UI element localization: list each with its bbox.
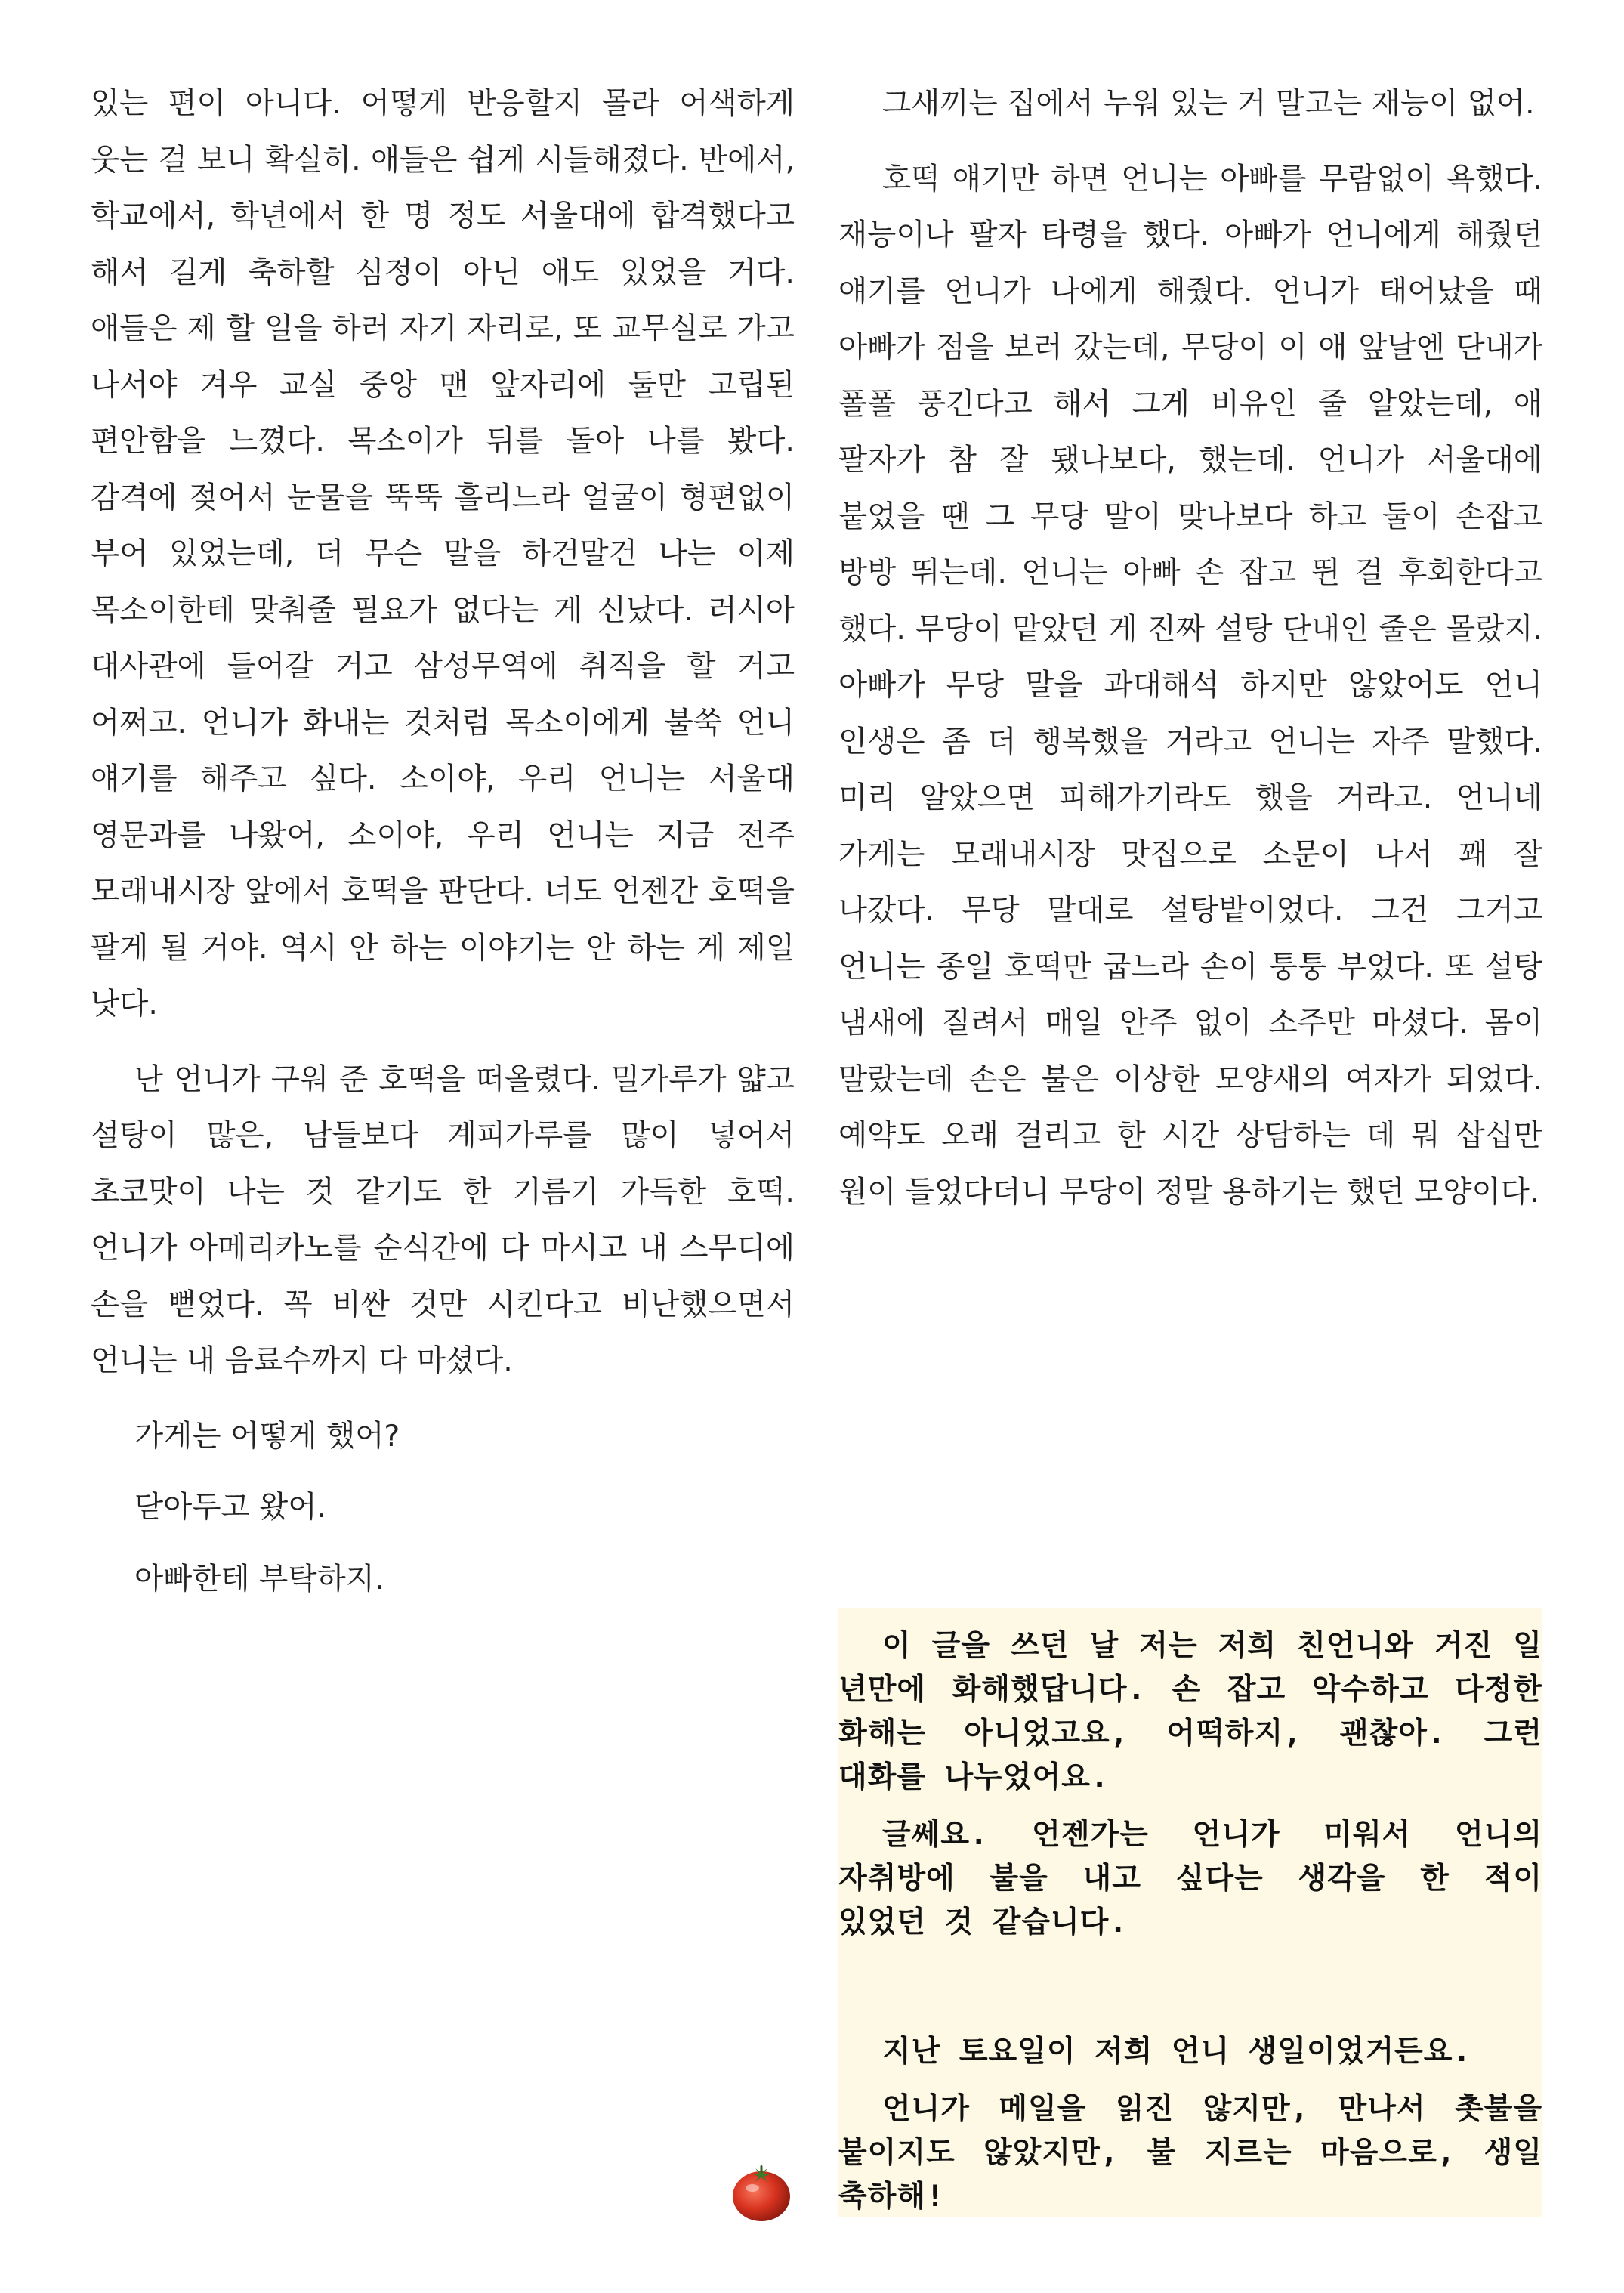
right-column [838, 76, 1542, 1239]
note-spacer [838, 1958, 1542, 2030]
left-paragraph-2: 난 언니가 구워 준 호떡을 떠올렸다. 밀가루가 얇고 설탕이 많은, 남들보다 계피가루를 많이 넣어서 초코맛이 나는 것 같기도 한 기름기 가득한 호떡. 언니가 아메리카노를 순식간에 다 마시고 내 스무디에 손을 뻗었다. 꼭 비싼 것만 시킨다고 비난했으면서 언니는 내 음료수까지 다 마셨다. [91, 1062, 795, 1378]
tomato-icon [730, 2161, 793, 2224]
right-paragraph-1: 그새끼는 집에서 누워 있는 거 말고는 재능이 없어. [882, 86, 1535, 121]
note-paragraph-4: 언니가 메일을 읽진 않지만, 만나서 촛불을 붙이지도 않았지만, 불 지르는 마음으로, 생일 축하해! [838, 2092, 1542, 2214]
dialogue-block [91, 1408, 795, 1608]
note-paragraph-1: 이 글을 쓰던 날 저는 저희 친언니와 거진 일 년만에 화해했답니다. 손 잡고 악수하고 다정한 화해는 아니었고요, 어떡하지, 괜찮아. 그런 대화를 나누었어요. [838, 1629, 1542, 1794]
right-paragraph-2: 호떡 얘기만 하면 언니는 아빠를 무람없이 욕했다. 재능이나 팔자 타령을 했다. 아빠가 언니에게 해줬던 얘기를 언니가 나에게 해줬다. 언니가 태어났을 때 아빠가 점을 보러 갔는데, 무당이 이 애 앞날엔 단내가 폴폴 풍긴다고 해서 그게 비유인 줄 알았는데, 애 팔자가 참 잘 됐나보다, 했는데. 언니가 서울대에 붙었을 땐 그 무당 말이 맞나보다 하고 둘이 손잡고 방방 뛰는데. 언니는 아빠 손 잡고 뛴 걸 후회한다고 했다. 무당이 맡았던 게 진짜 설탕 단내인 줄은 몰랐지. 아빠가 무당 말을 과대해석 하지만 않았어도 언니 인생은 좀 더 행복했을 거라고 언니는 자주 말했다. 미리 알았으면 피해가기라도 했을 거라고. 언니네 가게는 모래내시장 맛집으로 소문이 나서 꽤 잘 나갔다. 무당 말대로 설탕밭이었다. 그건 그거고 언니는 종일 호떡만 굽느라 손이 퉁퉁 부었다. 또 설탕 냄새에 질려서 매일 안주 없이 소주만 마셨다. 몸이 말랐는데 손은 불은 이상한 모양새의 여자가 되었다. 예약도 오래 걸리고 한 시간 상담하는 데 뭐 삽십만 원이 들었다더니 무당이 정말 용하기는 했던 모양이다. [838, 161, 1542, 1210]
left-column [91, 76, 795, 1622]
left-paragraph-1: 있는 편이 아니다. 어떻게 반응할지 몰라 어색하게 웃는 걸 보니 확실히. 애들은 쉽게 시들해졌다. 반에서, 학교에서, 학년에서 한 명 정도 서울대에 합격했다고 해서 길게 축하할 심정이 아닌 애도 있었을 거다. 애들은 제 할 일을 하러 자기 자리로, 또 교무실로 가고 나서야 겨우 교실 중앙 맨 앞자리에 둘만 고립된 편안함을 느꼈다. 목소이가 뒤를 돌아 나를 봤다. 감격에 젖어서 눈물을 뚝뚝 흘리느라 얼굴이 형편없이 부어 있었는데, 더 무슨 말을 하건말건 나는 이제 목소이한테 맞춰줄 필요가 없다는 게 신났다. 러시아 대사관에 들어갈 거고 삼성무역에 취직을 할 거고 어쩌고. 언니가 화내는 것처럼 목소이에게 불쑥 언니 얘기를 해주고 싶다. 소이야, 우리 언니는 서울대 영문과를 나왔어, 소이야, 우리 언니는 지금 전주 모래내시장 앞에서 호떡을 판단다. 너도 언젠간 호떡을 팔게 될 거야. 역시 안 하는 이야기는 안 하는 게 제일 낫다. [91, 86, 795, 1021]
dialogue-line-1: 가게는 어떻게 했어? [134, 1418, 400, 1454]
dialogue-line-3: 아빠한테 부탁하지. [134, 1561, 384, 1596]
note-paragraph-3: 지난 토요일이 저희 언니 생일이었거든요. [882, 2035, 1471, 2069]
dialogue-line-2: 닫아두고 왔어. [134, 1490, 327, 1525]
author-note-box [838, 1608, 1542, 2217]
note-paragraph-2: 글쎄요. 언젠가는 언니가 미워서 언니의 자취방에 불을 내고 싶다는 생각을 한 적이 있었던 것 같습니다. [838, 1818, 1542, 1939]
